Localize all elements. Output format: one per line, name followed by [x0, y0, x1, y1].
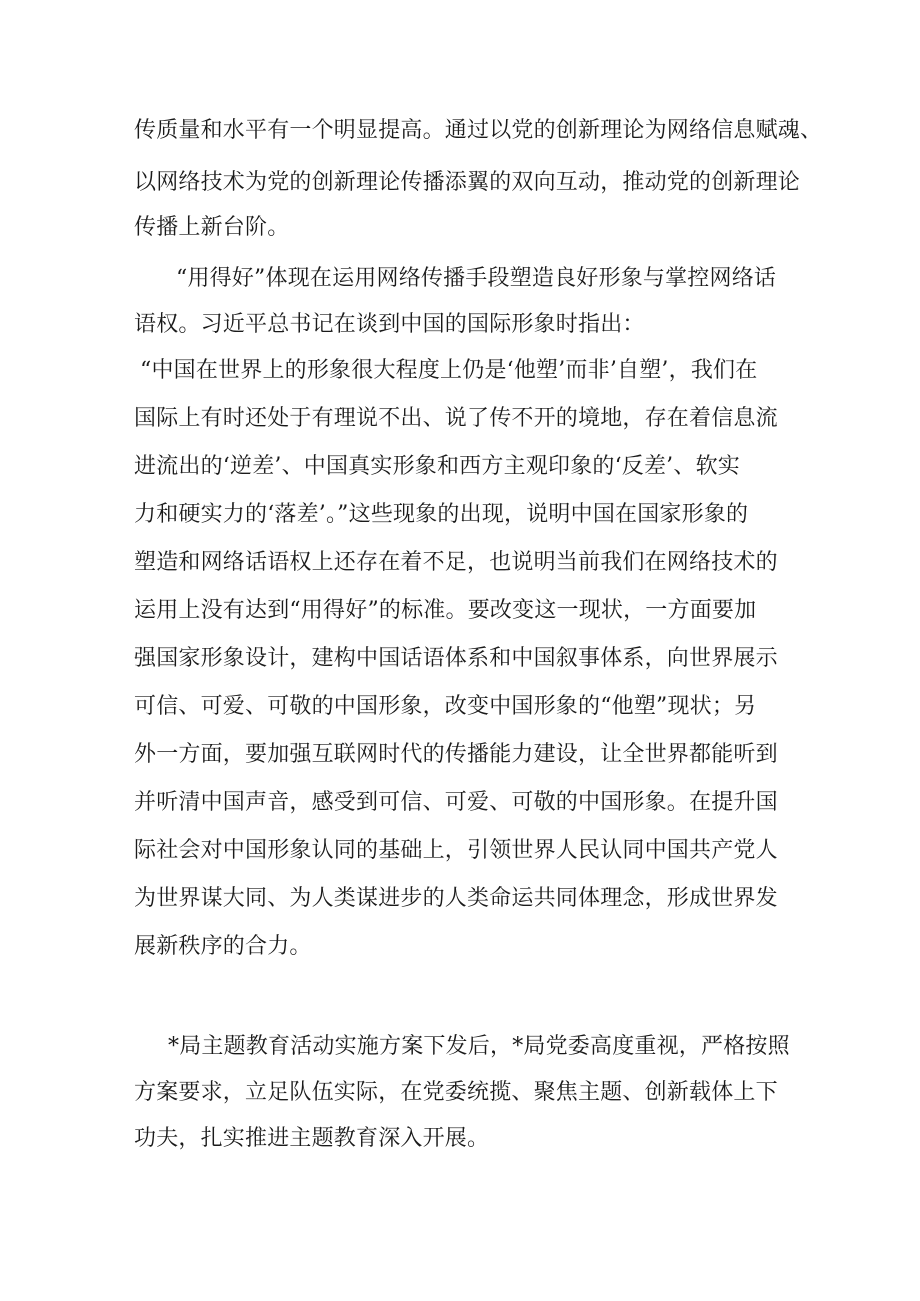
text-line: 可信、可爱、可敬的中国形象，改变中国形象的“他塑”现状；另 — [134, 694, 757, 719]
text-line: 强国家形象设计，建构中国话语体系和中国叙事体系，向世界展示 — [134, 646, 778, 671]
text-line: 际社会对中国形象认同的基础上，引领世界人民认同中国共产党人 — [134, 838, 778, 863]
text-line: 语权。习近平总书记在谈到中国的国际形象时指出： — [134, 312, 645, 337]
text-line: 力和硬实力的‘落差’。”这些现象的出现，说明中国在国家形象的 — [134, 502, 749, 527]
text-line: 运用上没有达到“用得好”的标准。要改变这一现状，一方面要加 — [134, 598, 757, 623]
text-line: 以网络技术为党的创新理论传播添翼的双向互动，推动党的创新理论 — [134, 170, 801, 195]
text-line: 外一方面，要加强互联网时代的传播能力建设，让全世界都能听到 — [134, 742, 778, 767]
text-line: 进流出的‘逆差’、中国真实形象和西方主观印象的‘反差’、软实 — [134, 454, 740, 479]
text-line: 国际上有时还处于有理说不出、说了传不开的境地，存在着信息流 — [134, 406, 778, 431]
text-line: 为世界谋大同、为人类谋进步的人类命运共同体理念，形成世界发 — [134, 886, 778, 911]
text-line: *局主题教育活动实施方案下发后，*局党委高度重视，严格按照 — [168, 1034, 790, 1059]
text-line: 展新秩序的合力。 — [134, 934, 312, 959]
text-line: 功夫，扎实推进主题教育深入开展。 — [134, 1126, 490, 1151]
text-line: “中国在世界上的形象很大程度上仍是‘他塑’而非’自塑’，我们在 — [140, 358, 758, 383]
text-line: 方案要求，立足队伍实际，在党委统揽、聚焦主题、创新载体上下 — [134, 1080, 778, 1105]
text-line: 传质量和水平有一个明显提高。通过以党的创新理论为网络信息赋魂、 — [134, 118, 823, 143]
text-line: “用得好”体现在运用网络传播手段塑造良好形象与掌控网络话 — [176, 266, 777, 291]
text-line: 传播上新台阶。 — [134, 215, 290, 240]
text-line: 塑造和网络话语权上还存在着不足，也说明当前我们在网络技术的 — [134, 550, 778, 575]
text-line: 并听清中国声音，感受到可信、可爱、可敬的中国形象。在提升国 — [134, 790, 778, 815]
